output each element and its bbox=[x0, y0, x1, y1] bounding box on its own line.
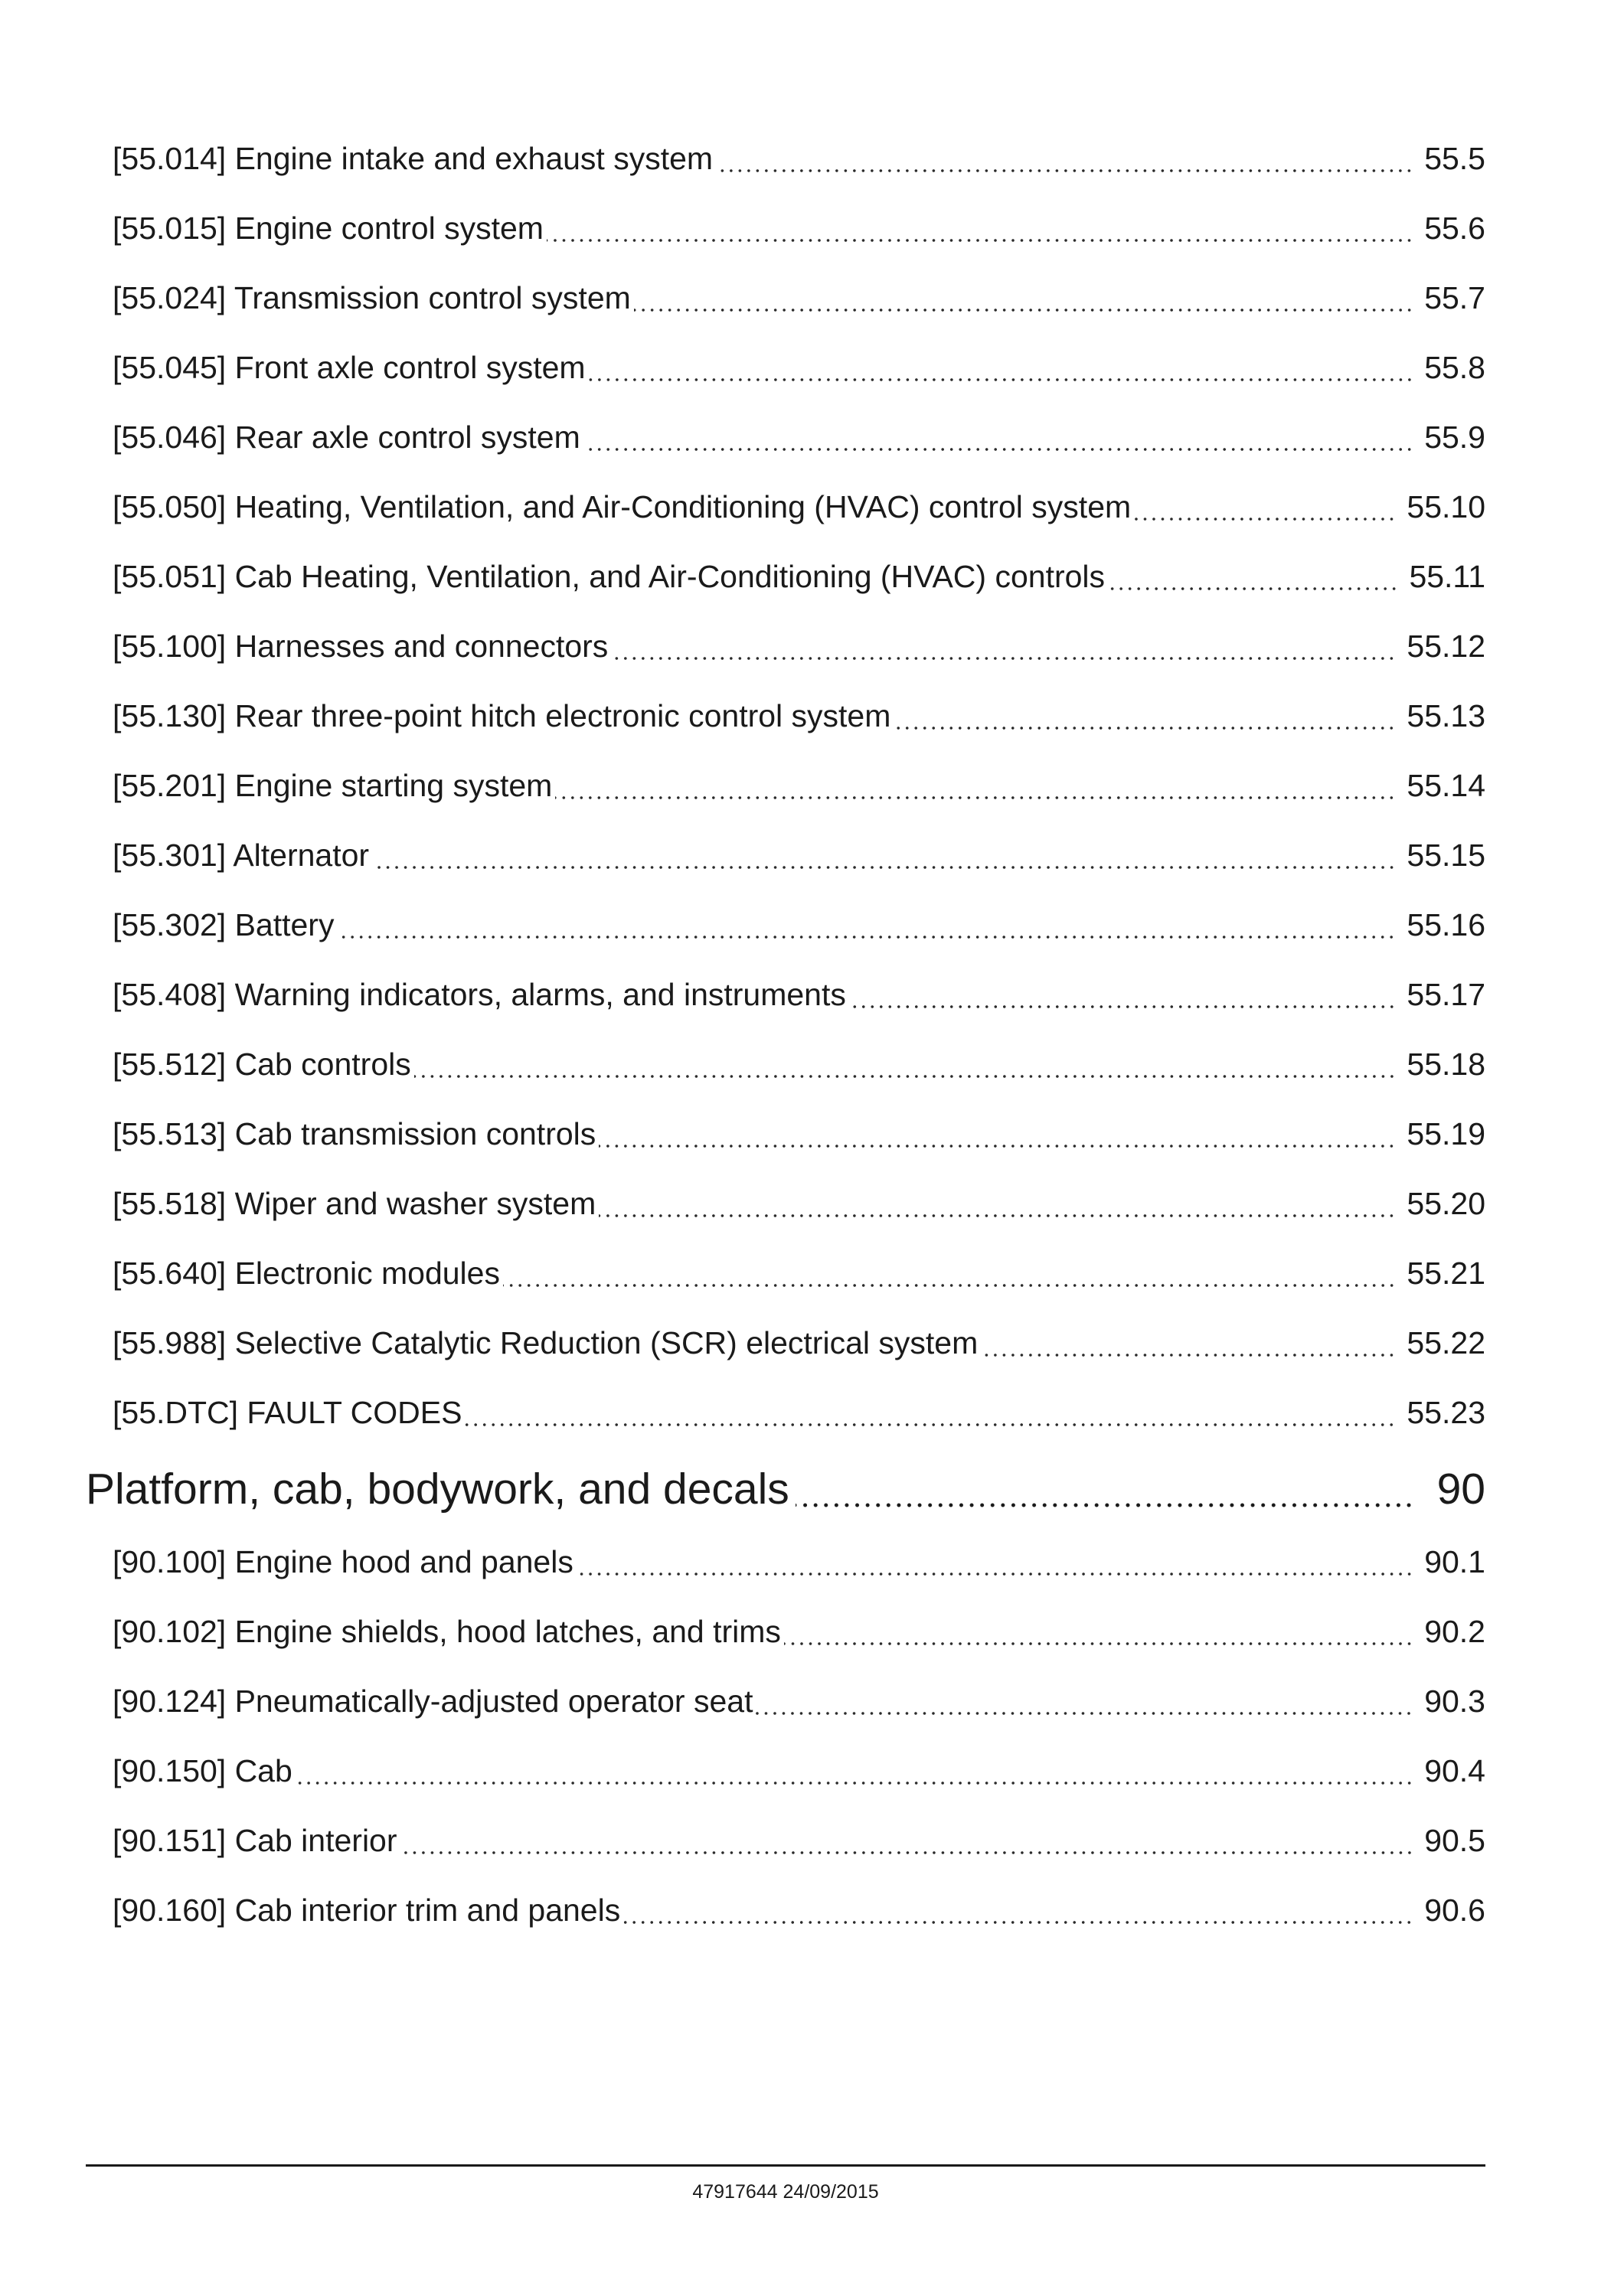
toc-section-heading[interactable] bbox=[86, 1458, 1485, 1520]
dot-leader bbox=[784, 1641, 1413, 1646]
dot-leader bbox=[894, 726, 1396, 730]
dot-leader bbox=[296, 1781, 1413, 1785]
toc-entry-title: [90.124] Pneumatically-adjusted operator seat bbox=[113, 1684, 753, 1719]
toc-entry[interactable] bbox=[113, 345, 1485, 390]
toc-entry-page: 55.7 bbox=[1424, 280, 1485, 315]
toc-section-page: 90 bbox=[1436, 1465, 1485, 1514]
toc-entry[interactable] bbox=[113, 136, 1485, 181]
toc-entry[interactable] bbox=[113, 693, 1485, 739]
dot-leader bbox=[372, 865, 1396, 870]
toc-entry-title: [55.014] Engine intake and exhaust system bbox=[113, 141, 714, 176]
toc-entry-page: 55.21 bbox=[1407, 1256, 1485, 1291]
toc-entry[interactable] bbox=[113, 1678, 1485, 1724]
toc-entry-title: [55.100] Harnesses and connectors bbox=[113, 629, 609, 664]
footer-document-id: 47917644 24/09/2015 bbox=[692, 2181, 879, 2203]
dot-leader bbox=[577, 1572, 1413, 1576]
toc-entry[interactable] bbox=[113, 484, 1485, 530]
toc-entry-page: 55.13 bbox=[1407, 698, 1485, 733]
dot-leader bbox=[623, 1920, 1413, 1925]
toc-entry-page: 55.15 bbox=[1407, 838, 1485, 873]
toc-entry-title: [55.640] Electronic modules bbox=[113, 1256, 500, 1291]
toc-entry-title: [55.408] Warning indicators, alarms, and instruments bbox=[113, 977, 846, 1012]
toc-entry[interactable] bbox=[113, 972, 1485, 1017]
toc-entry[interactable] bbox=[113, 1887, 1485, 1933]
toc-entry[interactable] bbox=[113, 1609, 1485, 1654]
toc-entry-page: 55.19 bbox=[1407, 1116, 1485, 1151]
footer-rule bbox=[86, 2164, 1485, 2167]
toc-entry[interactable] bbox=[113, 763, 1485, 808]
dot-leader bbox=[589, 377, 1414, 382]
toc-entry-title: [55.DTC] FAULT CODES bbox=[113, 1395, 462, 1430]
toc-entry-page: 55.8 bbox=[1424, 350, 1485, 385]
dot-leader bbox=[599, 1144, 1396, 1148]
dot-leader bbox=[465, 1422, 1396, 1427]
toc-entry-title: [90.102] Engine shields, hood latches, and trims bbox=[113, 1614, 781, 1649]
toc-entry-title: [55.988] Selective Catalytic Reduction (SCR) electrical system bbox=[113, 1325, 979, 1360]
dot-leader bbox=[547, 238, 1413, 243]
toc-entry-page: 55.11 bbox=[1409, 559, 1485, 594]
dot-leader bbox=[555, 795, 1396, 800]
toc-entry[interactable] bbox=[113, 1390, 1485, 1435]
toc-entry-title: [55.302] Battery bbox=[113, 907, 335, 942]
toc-entry[interactable] bbox=[113, 832, 1485, 878]
toc-entry[interactable] bbox=[113, 1041, 1485, 1087]
toc-entry-title: [55.045] Front axle control system bbox=[113, 350, 586, 385]
toc-entry-title: [55.512] Cab controls bbox=[113, 1047, 411, 1082]
dot-leader bbox=[981, 1353, 1396, 1357]
dot-leader bbox=[337, 935, 1396, 939]
toc-entry-page: 90.4 bbox=[1424, 1753, 1485, 1788]
toc-entry-title: [90.160] Cab interior trim and panels bbox=[113, 1893, 621, 1928]
dot-leader bbox=[796, 1502, 1414, 1508]
toc-entry[interactable] bbox=[113, 1539, 1485, 1585]
toc-entry-title: [55.024] Transmission control system bbox=[113, 280, 631, 315]
dot-leader bbox=[1134, 517, 1396, 521]
toc-entry-title: [55.130] Rear three-point hitch electronic control system bbox=[113, 698, 891, 733]
dot-leader bbox=[849, 1004, 1397, 1009]
dot-leader bbox=[716, 168, 1413, 173]
dot-leader bbox=[400, 1850, 1414, 1855]
toc-entry-title: [90.151] Cab interior bbox=[113, 1823, 397, 1858]
toc-entry[interactable] bbox=[113, 623, 1485, 669]
dot-leader bbox=[414, 1074, 1397, 1079]
toc-entry-page: 55.6 bbox=[1424, 211, 1485, 246]
toc-entry-page: 55.18 bbox=[1407, 1047, 1485, 1082]
toc-entry-title: [55.015] Engine control system bbox=[113, 211, 544, 246]
toc-entry[interactable] bbox=[113, 275, 1485, 321]
toc-entry[interactable] bbox=[113, 414, 1485, 460]
dot-leader bbox=[599, 1213, 1396, 1218]
toc-entry-title: [55.301] Alternator bbox=[113, 838, 370, 873]
toc-entry-page: 90.3 bbox=[1424, 1684, 1485, 1719]
dot-leader bbox=[503, 1283, 1396, 1288]
toc-entry[interactable] bbox=[113, 1748, 1485, 1794]
toc-entry-page: 55.22 bbox=[1407, 1325, 1485, 1360]
toc-entry-page: 55.9 bbox=[1424, 420, 1485, 455]
toc-entry[interactable] bbox=[113, 554, 1485, 599]
toc-entry-page: 55.17 bbox=[1407, 977, 1485, 1012]
toc-section-title: Platform, cab, bodywork, and decals bbox=[86, 1465, 789, 1514]
toc-entry-title: [55.518] Wiper and washer system bbox=[113, 1186, 596, 1221]
toc-entry-title: [90.150] Cab bbox=[113, 1753, 292, 1788]
toc-entry-page: 90.1 bbox=[1424, 1544, 1485, 1579]
toc-entry[interactable] bbox=[113, 1250, 1485, 1296]
dot-leader bbox=[634, 308, 1413, 312]
toc-entry-page: 55.16 bbox=[1407, 907, 1485, 942]
toc-entry-title: [55.513] Cab transmission controls bbox=[113, 1116, 596, 1151]
dot-leader bbox=[583, 447, 1413, 452]
toc-entry[interactable] bbox=[113, 1320, 1485, 1366]
toc-entry[interactable] bbox=[113, 1111, 1485, 1157]
dot-leader bbox=[1108, 586, 1398, 591]
dot-leader bbox=[756, 1711, 1413, 1716]
dot-leader bbox=[611, 656, 1396, 661]
toc-entry-page: 55.10 bbox=[1407, 489, 1485, 524]
toc-entry-page: 55.23 bbox=[1407, 1395, 1485, 1430]
toc-entry-page: 55.14 bbox=[1407, 768, 1485, 803]
toc-entry[interactable] bbox=[113, 1181, 1485, 1226]
toc-entry-title: [55.201] Engine starting system bbox=[113, 768, 553, 803]
toc-entry[interactable] bbox=[113, 902, 1485, 948]
toc-entry-page: 55.12 bbox=[1407, 629, 1485, 664]
toc-entry-title: [55.050] Heating, Ventilation, and Air-Conditioning (HVAC) control system bbox=[113, 489, 1132, 524]
toc-entry-title: [55.046] Rear axle control system bbox=[113, 420, 580, 455]
toc-entry-page: 90.2 bbox=[1424, 1614, 1485, 1649]
toc-entry[interactable] bbox=[113, 205, 1485, 251]
toc-entry-page: 55.20 bbox=[1407, 1186, 1485, 1221]
toc-entry-title: [55.051] Cab Heating, Ventilation, and Air-Conditioning (HVAC) controls bbox=[113, 559, 1106, 594]
toc-entry-page: 90.5 bbox=[1424, 1823, 1485, 1858]
toc-entry[interactable] bbox=[113, 1818, 1485, 1863]
toc-entry-page: 90.6 bbox=[1424, 1893, 1485, 1928]
toc-entry-page: 55.5 bbox=[1424, 141, 1485, 176]
toc-entry-title: [90.100] Engine hood and panels bbox=[113, 1544, 573, 1579]
